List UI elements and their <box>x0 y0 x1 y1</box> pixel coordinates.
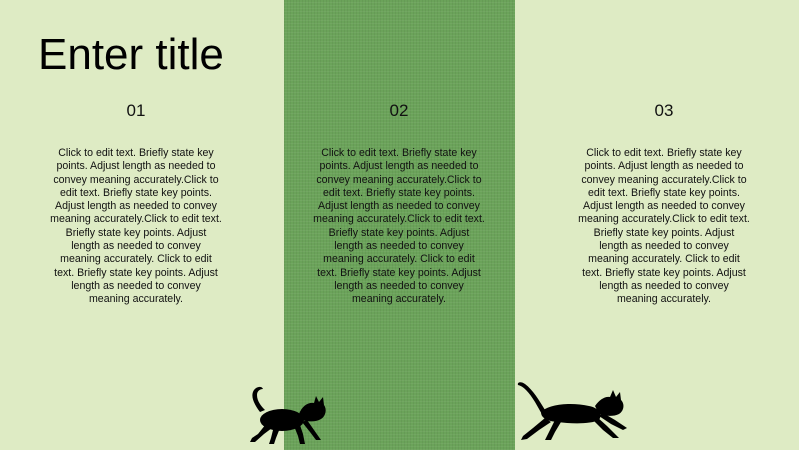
column-3-number[interactable]: 03 <box>654 101 674 120</box>
column-2-number[interactable]: 02 <box>389 101 409 120</box>
column-3-text[interactable]: Click to edit text. Briefly state key points. Adjust length as needed to convey meaning accurately.Click to edit text. Briefly state key points. Adjust length as needed to convey meaning accurately.Click to edit text. Briefly state key points. Adjust length as needed to convey meaning accurately. Click to edit text. Briefly state key points. Adjust length as needed to convey meaning accurately. <box>578 147 750 306</box>
column-1-text[interactable]: Click to edit text. Briefly state key points. Adjust length as needed to convey meaning accurately.Click to edit text. Briefly state key points. Adjust length as needed to convey meaning accurately.Click to edit text. Briefly state key points. Adjust length as needed to convey meaning accurately. Click to edit text. Briefly state key points. Adjust length as needed to convey meaning accurately. <box>50 147 222 306</box>
column-2-text[interactable]: Click to edit text. Briefly state key points. Adjust length as needed to convey meaning accurately.Click to edit text. Briefly state key points. Adjust length as needed to convey meaning accurately.Click to edit text. Briefly state key points. Adjust length as needed to convey meaning accurately. Click to edit text. Briefly state key points. Adjust length as needed to convey meaning accurately. <box>313 147 485 306</box>
column-1-number[interactable]: 01 <box>126 101 146 120</box>
walking-cat-icon <box>244 384 330 448</box>
running-cat-icon <box>515 376 631 446</box>
slide-title[interactable]: Enter title <box>38 30 224 79</box>
